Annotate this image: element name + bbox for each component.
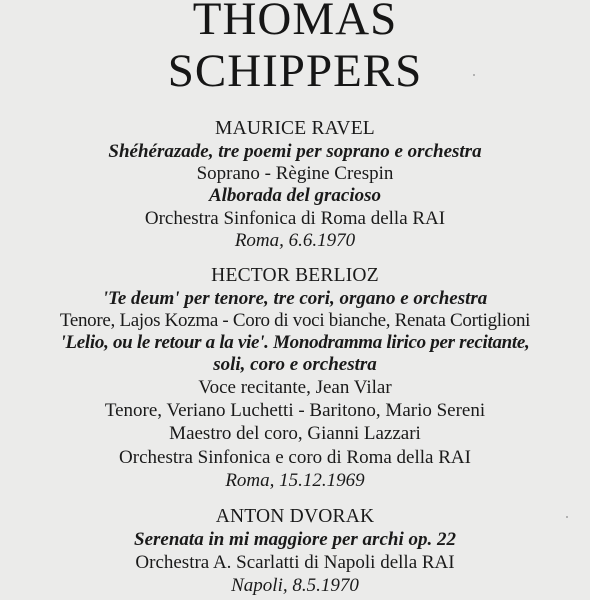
performer-credit: Soprano - Règine Crespin: [196, 163, 394, 184]
conductor-last-name: SCHIPPERS: [167, 45, 423, 97]
paper-speck: [473, 74, 475, 76]
work-title: Serenata in mi maggiore per archi op. 22: [134, 529, 456, 550]
work-title: 'Te deum' per tenore, tre cori, organo e orchestra: [102, 288, 488, 309]
work-title: Alborada del gracioso: [208, 185, 382, 206]
composer-ravel: MAURICE RAVEL: [215, 118, 375, 139]
performer-credit: Tenore, Veriano Luchetti - Baritono, Mario Sereni: [104, 400, 486, 421]
chorus-master-credit: Maestro del coro, Gianni Lazzari: [169, 423, 421, 444]
work-title: 'Lelio, ou le retour a la vie'. Monodramma lirico per recitante,: [60, 332, 530, 353]
composer-berlioz: HECTOR BERLIOZ: [211, 265, 379, 286]
recording-place-date: Roma, 15.12.1969: [225, 470, 365, 491]
paper-speck: [566, 516, 568, 518]
composer-dvorak: ANTON DVORAK: [215, 506, 375, 527]
conductor-first-name: THOMAS: [192, 0, 398, 45]
work-title-continued: soli, coro e orchestra: [213, 354, 377, 375]
performer-credit: Voce recitante, Jean Vilar: [198, 377, 392, 398]
orchestra-credit: Orchestra A. Scarlatti di Napoli della RAI: [135, 552, 455, 573]
recording-place-date: Napoli, 8.5.1970: [231, 575, 359, 596]
performer-credit: Tenore, Lajos Kozma - Coro di voci bianche, Renata Cortiglioni: [59, 310, 531, 331]
orchestra-credit: Orchestra Sinfonica di Roma della RAI: [144, 208, 446, 229]
orchestra-credit: Orchestra Sinfonica e coro di Roma della RAI: [119, 447, 471, 468]
work-title: Shéhérazade, tre poemi per soprano e orchestra: [108, 141, 482, 162]
recording-place-date: Roma, 6.6.1970: [234, 230, 356, 251]
